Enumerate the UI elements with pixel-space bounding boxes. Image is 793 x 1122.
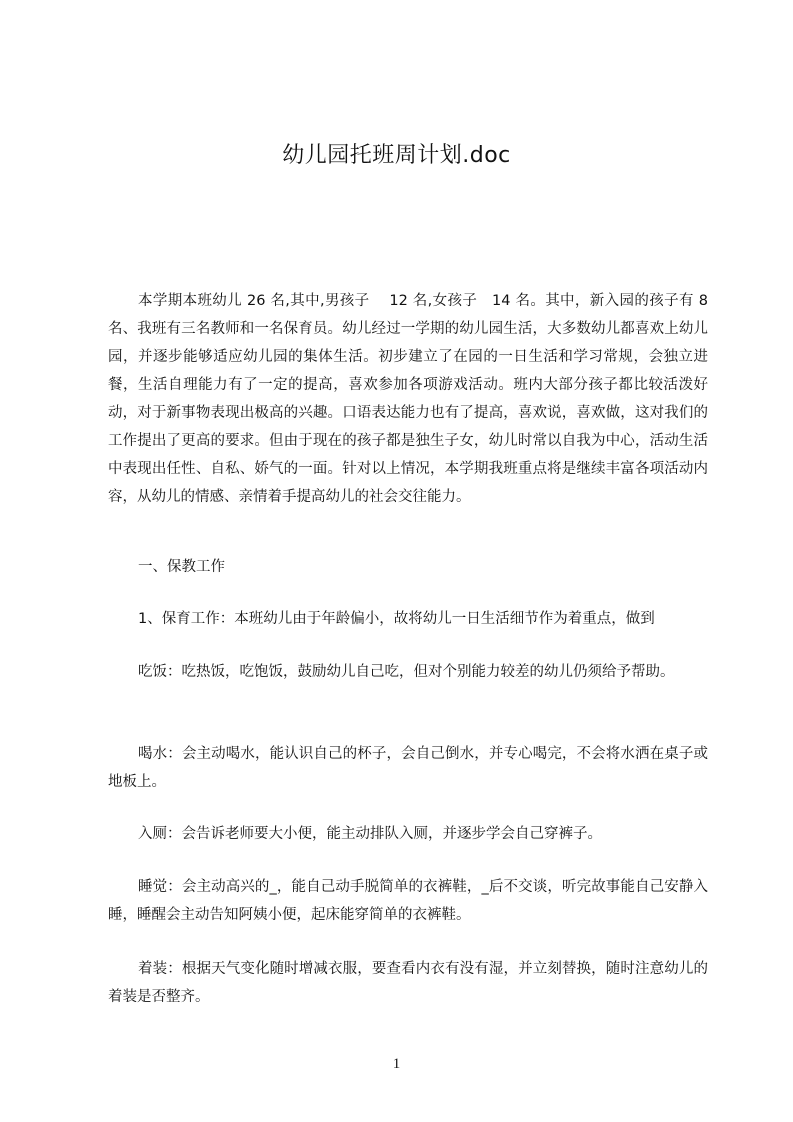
dressing-paragraph bbox=[108, 955, 708, 1011]
sleeping-paragraph bbox=[108, 873, 708, 929]
intro-paragraph bbox=[108, 287, 708, 511]
page-number: 1 bbox=[392, 1056, 401, 1072]
sleeping-text: 睡觉：会主动高兴的_，能自己动手脱简单的衣裤鞋，_后不交谈，听完故事能自己安静入睡，睡醒会主动告知阿姨小便，起床能穿简单的衣裤鞋。 bbox=[108, 879, 708, 923]
eating-text: 吃饭：吃热饭，吃饱饭，鼓励幼儿自己吃，但对个别能力较差的幼儿仍须给予帮助。 bbox=[138, 664, 675, 680]
intro-text: 本学期本班幼儿 26 名,其中,男孩子 12 名,女孩子 14 名。其中，新入园的孩子有 8 名、我班有三名教师和一名保育员。幼儿经过一学期的幼儿园生活，大多数幼儿都喜欢上幼儿园，并逐步能够适应幼儿园的集体生活。初步建立了在园的一日生活和学习常规，会独立进餐，生活自理能力有了一定的提高，喜欢参加各项游戏活动。班内大部分孩子都比较活泼好动，对于新事物表现出极高的兴趣。口语表达能力也有了提高，喜欢说，喜欢做，这对我们的工作提出了更高的要求。但由于现在的孩子都是独生子女，幼儿时常以自我为中心，活动生活中表现出任性、自私、娇气的一面。针对以上情况，本学期我班重点将是继续丰富各项活动内容，从幼儿的情感、亲情着手提高幼儿的社会交往能力。 bbox=[108, 293, 708, 505]
care-work-paragraph bbox=[108, 605, 708, 633]
drinking-paragraph bbox=[108, 740, 708, 796]
drinking-text: 喝水：会主动喝水，能认识自己的杯子，会自己倒水，并专心喝完，不会将水洒在桌子或地板上。 bbox=[108, 746, 708, 790]
dressing-text: 着装：根据天气变化随时增减衣服，要查看内衣有没有湿，并立刻替换，随时注意幼儿的着装是否整齐。 bbox=[108, 961, 708, 1005]
section-heading-text: 一、保教工作 bbox=[138, 559, 225, 575]
care-work-text: 1、保育工作：本班幼儿由于年龄偏小，故将幼儿一日生活细节作为着重点，做到 bbox=[138, 611, 655, 627]
toilet-text: 入厕：会告诉老师要大小便，能主动排队入厕，并逐步学会自己穿裤子。 bbox=[138, 826, 602, 842]
toilet-paragraph bbox=[108, 820, 708, 848]
eating-paragraph bbox=[108, 658, 708, 686]
section-heading-care-education bbox=[108, 553, 708, 581]
document-title: 幼儿园托班周计划.doc bbox=[282, 143, 511, 168]
